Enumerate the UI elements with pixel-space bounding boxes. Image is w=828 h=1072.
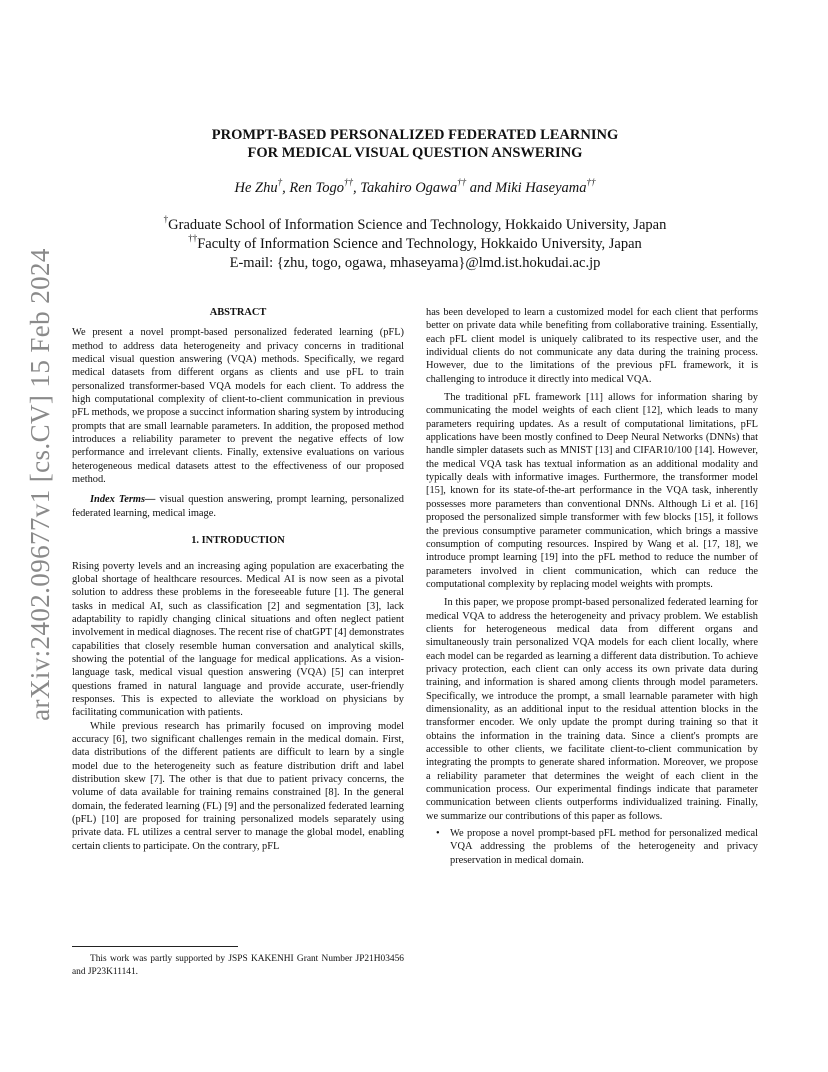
author-1: He Zhu <box>234 180 278 196</box>
author-list: He Zhu†, Ren Togo††, Takahiro Ogawa†† and Miki Haseyama†† <box>234 177 596 196</box>
intro-paragraph-4: In this paper, we propose prompt-based personalized federated learning for medical VQA to address the heterogeneity and privacy problem. We establish clients for heterogeneous medical data from different organs and simultaneously train personalized VQA models for each client locally, where each model can be regarded as learning a different data distribution. To achieve privacy protection, each client can only access its own private data during training, and information is shared among clients through model parameters. Specifically, we introduce the prompt, a small learnable parameter with high dimensionality, as an additional input to the residual attention blocks in the transformer encoder. We only update the prompt during training so that it obtains the information in the training data. Since a client's prompts are accessible to other clients, we facilitate client-to-client communication by integrating the prompts to generate shared information. Moreover, we propose a reliability parameter that determines the weight of each client in the communication process. Our experimental findings indicate that parameter communication between clients outperforms individualized training. Finally, we summarize our contributions of this paper as follows. <box>426 597 758 822</box>
arxiv-stamp-text: arXiv:2402.09677v1 [cs.CV] 15 Feb 2024 <box>24 247 55 721</box>
author-3-mark: †† <box>457 177 467 188</box>
author-email: E-mail: {zhu, togo, ogawa, mhaseyama}@lmd.ist.hokudai.ac.jp <box>229 255 601 271</box>
contribution-text: We propose a novel prompt-based pFL method for personalized medical VQA addressing the problems of the heterogeneity and privacy preservation in medical domain. <box>450 828 758 866</box>
right-column <box>426 306 758 867</box>
affiliation-2-text: Faculty of Information Science and Technology, Hokkaido University, Japan <box>197 236 642 252</box>
paper-title <box>72 126 758 162</box>
footnote-rule <box>72 946 238 947</box>
abstract-heading: ABSTRACT <box>209 307 267 318</box>
affiliations <box>72 216 758 273</box>
abstract-text: We present a novel prompt-based personalized federated learning (pFL) method to address data heterogeneity and privacy concerns in traditional medical visual question answering (VQA) methods. Specifically, we regard medical datasets from different organs as clients and use pFL to train personalized transformer-based VQA models for each client. To address the high computational complexity of client-to-client communication in previous pFL methods, we propose a succinct information sharing system by introducing prompts that are small learnable parameters. In addition, the proposed method introduces a reliability parameter to prevent the negative effects of low performance and irrelevant clients. Finally, extensive evaluations on various heterogeneous medical datasets attest to the effectiveness of our proposed method. <box>72 327 404 486</box>
spacer <box>72 486 404 493</box>
contribution-item <box>426 827 758 867</box>
index-terms-label: Index Terms— <box>90 494 156 506</box>
intro-paragraph-2: While previous research has primarily focused on improving model accuracy [6], two significant challenges remain in the medical domain. First, data distributions of the different patients are difficult to learn by a single model due to the heterogeneity such as feature distribution drift and label distribution skew [7]. The other is that due to patient privacy concerns, the volume of data available for training remains constrained [8]. In the general domain, the federated learning (FL) [9] and the personalized federated learning (pFL) [10] are proposed for training personalized models separately using private data. FL utilizes a central server to manage the global model, enabling certain clients to participate. On the contrary, pFL <box>72 720 404 852</box>
author-1-mark: † <box>277 177 283 188</box>
spacer <box>72 520 404 534</box>
affiliation-2-mark: †† <box>188 233 198 244</box>
bullet-icon: • <box>436 828 440 840</box>
affiliation-2 <box>72 235 758 254</box>
author-2-mark: †† <box>344 177 354 188</box>
affiliation-1-mark: † <box>163 214 169 225</box>
title-line-1: PROMPT-BASED PERSONALIZED FEDERATED LEARNING <box>211 127 619 143</box>
intro-paragraph-1: Rising poverty levels and an increasing aging population are exacerbating the global shortage of healthcare resources. Medical AI is now seen as a pivotal solution to address these problems in the foreseeable future [1]. The general tasks in medical AI, such as classification [2] and segmentation [3], lack adaptability to rapidly changing clinical situations and often neglect patient involvement in medical diagnoses. The recent rise of chatGPT [4] demonstrates capabilities that closely resemble human conversation and analytical skills, showing the potential of the language for medical applications. As a vision-language task, medical visual question answering (VQA) [5] can interpret questions framed in natural language and provide accurate, user-friendly responses. This is expected to alleviate the workload on physicians by facilitating communication with patients. <box>72 560 404 719</box>
author-4: Miki Haseyama <box>495 180 587 196</box>
intro-paragraph-2-continued: has been developed to learn a customized model for each client that performs better on private data while benefiting from collaborative training. Essentially, each pFL client model is uniquely calibrated to its respective user, and the individual clients do not communicate any data during the training process. However, due to the limitations of the previous pFL framework, it is challenging to introduce it directly into medical VQA. <box>426 307 758 385</box>
arxiv-stamp <box>22 247 58 721</box>
contribution-list <box>426 827 758 867</box>
footnote: This work was partly supported by JSPS KAKENHI Grant Number JP21H03456 and JP23K11141. <box>72 954 404 977</box>
introduction-heading: 1. INTRODUCTION <box>191 535 285 547</box>
author-3: Takahiro Ogawa <box>360 180 458 196</box>
index-terms <box>72 493 404 520</box>
title-line-2: FOR MEDICAL VISUAL QUESTION ANSWERING <box>247 145 583 161</box>
affiliation-1 <box>72 216 758 235</box>
left-column <box>72 306 404 853</box>
intro-paragraph-3: The traditional pFL framework [11] allows for information sharing by communicating the model weights of each client [12], which leads to many parameters requiring updates. As a result of computational limitations, pFL applications have been mostly confined to Deep Neural Networks (DNNs) that handle simpler datasets such as MNIST [13] and CIFAR10/100 [14]. However, the medical VQA task has textual information as an additional modality and typically deals with informative images. Furthermore, the transformer model [15], known for its state-of-the-art performance in the VQA task, inherently possesses more parameters than conventional DNNs. Although Li et al. [16] proposed the personalized simple transformer with few blocks [15], it follows the previous consumptive parameter communication, which brings a massive consumption of computing resources. Inspired by Wang et al. [17, 18], we introduce prompt learning [19] into the pFL method to reduce the number of parameters involved in client communication, which can reduce the computational complexity by replacing model weights with prompts. <box>426 392 758 590</box>
index-terms-text: visual question answering, prompt learning, personalized federated learning, medical image. <box>72 494 404 519</box>
author-4-mark: †† <box>586 177 596 188</box>
affiliation-1-text: Graduate School of Information Science and Technology, Hokkaido University, Japan <box>168 217 667 233</box>
author-and: and <box>469 180 492 196</box>
author-2: Ren Togo <box>289 180 345 196</box>
